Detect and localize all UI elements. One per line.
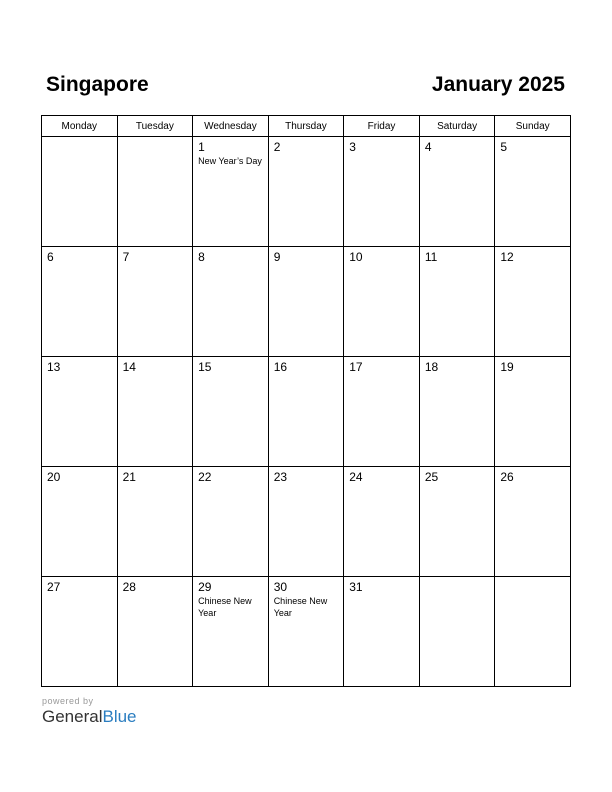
day-number: 28 — [122, 580, 136, 594]
day-cell — [419, 137, 495, 247]
brand-blue-text: Blue — [102, 707, 137, 726]
day-cell — [495, 577, 571, 687]
day-number: 24 — [349, 470, 363, 484]
day-number: 4 — [424, 140, 432, 154]
weekday-tuesday: Tuesday — [117, 116, 193, 137]
day-cell — [344, 467, 420, 577]
day-cell — [42, 467, 118, 577]
day-cell — [117, 247, 193, 357]
day-number: 1 — [198, 140, 205, 154]
day-number: 17 — [349, 360, 363, 374]
day-number: 21 — [122, 470, 136, 484]
day-cell — [193, 357, 269, 467]
weekday-monday: Monday — [42, 116, 118, 137]
week-row — [42, 357, 571, 467]
day-number: 31 — [349, 580, 363, 594]
weekday-header-row — [42, 116, 571, 137]
day-number: 27 — [47, 580, 61, 594]
region-title: Singapore — [46, 73, 149, 96]
generalblue-logo[interactable] — [42, 707, 137, 727]
day-number: 23 — [273, 470, 288, 484]
day-number: 16 — [273, 360, 288, 374]
day-number: 19 — [500, 360, 514, 374]
day-number: 9 — [273, 250, 281, 264]
day-number: 6 — [47, 250, 54, 264]
day-cell — [42, 137, 118, 247]
day-cell — [495, 137, 571, 247]
powered-by-label: powered by — [42, 696, 94, 706]
day-number: 8 — [198, 250, 205, 264]
week-row — [42, 467, 571, 577]
calendar-header — [46, 72, 565, 98]
day-number: 11 — [424, 250, 438, 264]
footer-branding — [42, 696, 137, 727]
day-cell — [419, 357, 495, 467]
day-number: 3 — [349, 140, 356, 154]
day-cell — [193, 577, 269, 687]
holiday-label: New Year’s Day — [198, 156, 262, 166]
day-cell — [193, 247, 269, 357]
day-cell — [419, 247, 495, 357]
week-row — [42, 577, 571, 687]
day-cell — [193, 137, 269, 247]
day-cell — [495, 357, 571, 467]
day-cell — [344, 357, 420, 467]
day-cell — [42, 247, 118, 357]
month-title: January 2025 — [431, 73, 565, 96]
day-cell — [268, 577, 344, 687]
brand-general-text: General — [42, 707, 103, 726]
day-number: 13 — [47, 360, 61, 374]
day-cell — [344, 577, 420, 687]
weekday-wednesday: Wednesday — [193, 116, 269, 137]
holiday-label: Chinese New Year — [198, 596, 252, 618]
day-cell — [117, 577, 193, 687]
day-cell — [344, 247, 420, 357]
day-number: 26 — [500, 470, 514, 484]
day-cell — [117, 467, 193, 577]
day-cell — [419, 577, 495, 687]
day-cell — [117, 357, 193, 467]
day-number: 18 — [424, 360, 439, 374]
day-cell — [344, 137, 420, 247]
day-number: 12 — [500, 250, 514, 264]
day-number: 10 — [349, 250, 363, 264]
day-number: 2 — [273, 140, 281, 154]
day-cell — [268, 247, 344, 357]
day-cell — [42, 577, 118, 687]
day-number: 15 — [198, 360, 212, 374]
weekday-saturday: Saturday — [419, 116, 495, 137]
day-number: 20 — [47, 470, 61, 484]
calendar-grid — [41, 115, 571, 687]
day-number: 25 — [424, 470, 439, 484]
weekday-friday: Friday — [344, 116, 420, 137]
day-number: 30 — [273, 580, 288, 594]
day-cell — [268, 137, 344, 247]
holiday-label: Chinese New Year — [273, 596, 328, 618]
day-number: 7 — [122, 250, 130, 264]
day-cell — [117, 137, 193, 247]
day-number: 14 — [122, 360, 136, 374]
day-cell — [42, 357, 118, 467]
day-cell — [495, 247, 571, 357]
day-cell — [193, 467, 269, 577]
day-cell — [419, 467, 495, 577]
day-number: 5 — [500, 140, 508, 154]
day-number: 22 — [198, 470, 212, 484]
day-number: 29 — [198, 580, 212, 594]
day-cell — [268, 467, 344, 577]
day-cell — [268, 357, 344, 467]
week-row — [42, 137, 571, 247]
weekday-sunday: Sunday — [495, 116, 571, 137]
week-row — [42, 247, 571, 357]
day-cell — [495, 467, 571, 577]
weekday-thursday: Thursday — [268, 116, 344, 137]
